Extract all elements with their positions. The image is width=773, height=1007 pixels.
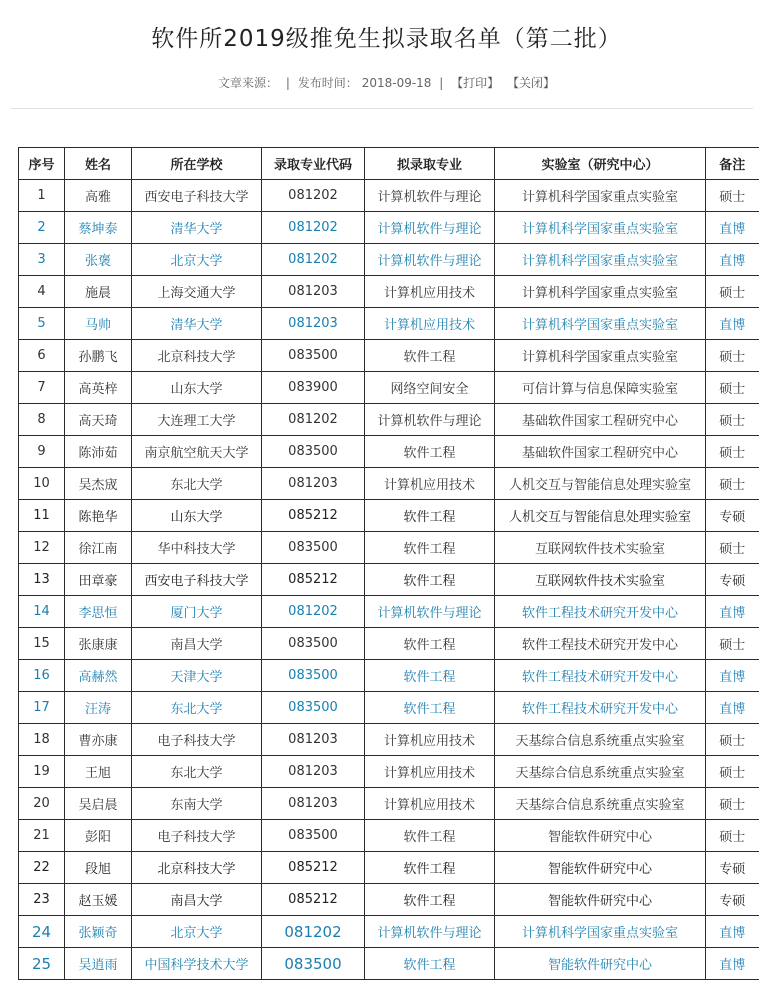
cell-lab: 天基综合信息系统重点实验室	[495, 756, 706, 788]
cell-major: 计算机软件与理论	[365, 916, 495, 948]
cell-major: 计算机软件与理论	[365, 180, 495, 212]
cell-note: 直博	[706, 212, 759, 244]
table-row	[19, 948, 759, 980]
table-row	[19, 468, 759, 500]
cell-name: 高天琦	[65, 404, 132, 436]
cell-note: 硕士	[706, 468, 759, 500]
cell-note: 硕士	[706, 788, 759, 820]
cell-major-code: 081202	[262, 212, 365, 244]
cell-note: 专硕	[706, 852, 759, 884]
cell-note: 专硕	[706, 500, 759, 532]
cell-lab: 天基综合信息系统重点实验室	[495, 788, 706, 820]
cell-lab: 计算机科学国家重点实验室	[495, 916, 706, 948]
cell-seq: 22	[19, 852, 65, 884]
cell-name: 吴杰宬	[65, 468, 132, 500]
cell-major: 计算机应用技术	[365, 468, 495, 500]
table-row	[19, 436, 759, 468]
cell-school: 南昌大学	[132, 884, 262, 916]
header-seq: 序号	[19, 148, 65, 180]
cell-seq: 17	[19, 692, 65, 724]
cell-note: 直博	[706, 916, 759, 948]
cell-major-code: 081202	[262, 404, 365, 436]
cell-major-code: 083900	[262, 372, 365, 404]
cell-school: 北京科技大学	[132, 852, 262, 884]
publish-date: 2018-09-18	[361, 76, 432, 90]
table-row	[19, 404, 759, 436]
cell-seq: 18	[19, 724, 65, 756]
cell-major: 计算机应用技术	[365, 788, 495, 820]
cell-note: 直博	[706, 596, 759, 628]
cell-school: 清华大学	[132, 308, 262, 340]
cell-seq: 15	[19, 628, 65, 660]
admission-table	[18, 147, 759, 980]
cell-name: 马帅	[65, 308, 132, 340]
cell-major-code: 083500	[262, 628, 365, 660]
cell-major-code: 081203	[262, 788, 365, 820]
cell-major-code: 085212	[262, 564, 365, 596]
cell-seq: 9	[19, 436, 65, 468]
table-row	[19, 724, 759, 756]
cell-seq: 3	[19, 244, 65, 276]
header-school: 所在学校	[132, 148, 262, 180]
cell-major: 软件工程	[365, 532, 495, 564]
cell-seq: 8	[19, 404, 65, 436]
cell-major-code: 081202	[262, 596, 365, 628]
header-lab: 实验室（研究中心）	[495, 148, 706, 180]
cell-lab: 软件工程技术研究开发中心	[495, 692, 706, 724]
cell-major: 软件工程	[365, 628, 495, 660]
cell-name: 蔡坤泰	[65, 212, 132, 244]
cell-school: 东北大学	[132, 692, 262, 724]
cell-note: 硕士	[706, 436, 759, 468]
cell-name: 田章豪	[65, 564, 132, 596]
table-row	[19, 628, 759, 660]
cell-major: 软件工程	[365, 820, 495, 852]
cell-lab: 软件工程技术研究开发中心	[495, 596, 706, 628]
cell-name: 高英梓	[65, 372, 132, 404]
cell-note: 直博	[706, 308, 759, 340]
cell-school: 天津大学	[132, 660, 262, 692]
cell-seq: 23	[19, 884, 65, 916]
cell-major: 软件工程	[365, 884, 495, 916]
cell-name: 吴逍雨	[65, 948, 132, 980]
cell-note: 直博	[706, 692, 759, 724]
cell-lab: 基础软件国家工程研究中心	[495, 436, 706, 468]
cell-note: 硕士	[706, 820, 759, 852]
cell-school: 北京科技大学	[132, 340, 262, 372]
meta-separator: |	[285, 76, 290, 90]
cell-note: 硕士	[706, 756, 759, 788]
cell-school: 中国科学技术大学	[132, 948, 262, 980]
cell-seq: 20	[19, 788, 65, 820]
table-row	[19, 660, 759, 692]
table-row	[19, 852, 759, 884]
cell-school: 山东大学	[132, 372, 262, 404]
table-row	[19, 756, 759, 788]
cell-school: 东北大学	[132, 468, 262, 500]
cell-major: 软件工程	[365, 500, 495, 532]
table-row	[19, 500, 759, 532]
cell-major: 计算机应用技术	[365, 756, 495, 788]
cell-major-code: 081203	[262, 308, 365, 340]
header-major: 拟录取专业	[365, 148, 495, 180]
cell-major-code: 083500	[262, 660, 365, 692]
cell-school: 大连理工大学	[132, 404, 262, 436]
cell-seq: 2	[19, 212, 65, 244]
cell-lab: 智能软件研究中心	[495, 948, 706, 980]
table-row	[19, 916, 759, 948]
cell-major-code: 085212	[262, 852, 365, 884]
cell-lab: 计算机科学国家重点实验室	[495, 340, 706, 372]
table-row	[19, 276, 759, 308]
cell-lab: 计算机科学国家重点实验室	[495, 180, 706, 212]
cell-name: 段旭	[65, 852, 132, 884]
print-link[interactable]: 【打印】	[451, 76, 500, 90]
cell-major-code: 081203	[262, 276, 365, 308]
header-name: 姓名	[65, 148, 132, 180]
cell-lab: 软件工程技术研究开发中心	[495, 628, 706, 660]
table-row	[19, 308, 759, 340]
cell-lab: 计算机科学国家重点实验室	[495, 244, 706, 276]
cell-seq: 14	[19, 596, 65, 628]
cell-seq: 5	[19, 308, 65, 340]
table-row	[19, 372, 759, 404]
cell-school: 电子科技大学	[132, 724, 262, 756]
cell-name: 彭阳	[65, 820, 132, 852]
cell-name: 施晨	[65, 276, 132, 308]
cell-lab: 可信计算与信息保障实验室	[495, 372, 706, 404]
cell-name: 陈沛茹	[65, 436, 132, 468]
table-row	[19, 244, 759, 276]
cell-major-code: 085212	[262, 884, 365, 916]
cell-major-code: 083500	[262, 340, 365, 372]
cell-seq: 10	[19, 468, 65, 500]
cell-seq: 16	[19, 660, 65, 692]
cell-major-code: 081203	[262, 468, 365, 500]
cell-seq: 1	[19, 180, 65, 212]
table-row	[19, 692, 759, 724]
cell-note: 直博	[706, 948, 759, 980]
cell-school: 东南大学	[132, 788, 262, 820]
cell-note: 专硕	[706, 884, 759, 916]
cell-major: 计算机软件与理论	[365, 596, 495, 628]
cell-seq: 24	[19, 916, 65, 948]
table-row	[19, 788, 759, 820]
publish-date-label: 发布时间：	[297, 76, 358, 90]
cell-note: 直博	[706, 660, 759, 692]
cell-school: 上海交通大学	[132, 276, 262, 308]
cell-school: 北京大学	[132, 916, 262, 948]
page-title: 软件所2019级推免生拟录取名单（第二批）	[151, 26, 622, 52]
cell-lab: 智能软件研究中心	[495, 820, 706, 852]
cell-major-code: 081202	[262, 244, 365, 276]
cell-major: 计算机应用技术	[365, 276, 495, 308]
table-row	[19, 180, 759, 212]
cell-school: 西安电子科技大学	[132, 180, 262, 212]
table-body	[19, 180, 759, 980]
cell-major: 软件工程	[365, 692, 495, 724]
cell-major: 计算机应用技术	[365, 308, 495, 340]
cell-note: 硕士	[706, 180, 759, 212]
cell-major: 计算机软件与理论	[365, 212, 495, 244]
cell-major-code: 081202	[262, 180, 365, 212]
cell-major: 计算机软件与理论	[365, 404, 495, 436]
table-row	[19, 820, 759, 852]
cell-school: 西安电子科技大学	[132, 564, 262, 596]
cell-lab: 智能软件研究中心	[495, 852, 706, 884]
cell-name: 王旭	[65, 756, 132, 788]
cell-name: 徐江南	[65, 532, 132, 564]
cell-major-code: 085212	[262, 500, 365, 532]
cell-major-code: 083500	[262, 820, 365, 852]
cell-lab: 互联网软件技术实验室	[495, 564, 706, 596]
cell-seq: 13	[19, 564, 65, 596]
cell-school: 厦门大学	[132, 596, 262, 628]
cell-seq: 4	[19, 276, 65, 308]
cell-note: 硕士	[706, 628, 759, 660]
cell-lab: 计算机科学国家重点实验室	[495, 308, 706, 340]
cell-lab: 软件工程技术研究开发中心	[495, 660, 706, 692]
cell-lab: 计算机科学国家重点实验室	[495, 276, 706, 308]
close-link[interactable]: 【关闭】	[507, 76, 556, 90]
cell-lab: 基础软件国家工程研究中心	[495, 404, 706, 436]
cell-major: 计算机应用技术	[365, 724, 495, 756]
cell-major-code: 083500	[262, 436, 365, 468]
cell-seq: 6	[19, 340, 65, 372]
cell-lab: 人机交互与智能信息处理实验室	[495, 500, 706, 532]
table-header-row	[19, 148, 759, 180]
cell-major: 软件工程	[365, 948, 495, 980]
cell-major: 软件工程	[365, 340, 495, 372]
cell-name: 张褒	[65, 244, 132, 276]
source-label: 文章来源：	[217, 76, 278, 90]
cell-lab: 人机交互与智能信息处理实验室	[495, 468, 706, 500]
cell-school: 南京航空航天大学	[132, 436, 262, 468]
cell-major-code: 081203	[262, 724, 365, 756]
cell-note: 直博	[706, 244, 759, 276]
table-row	[19, 212, 759, 244]
cell-major: 软件工程	[365, 852, 495, 884]
cell-lab: 智能软件研究中心	[495, 884, 706, 916]
cell-major: 网络空间安全	[365, 372, 495, 404]
cell-name: 李思恒	[65, 596, 132, 628]
cell-name: 吴启晨	[65, 788, 132, 820]
cell-name: 高赫然	[65, 660, 132, 692]
cell-major: 软件工程	[365, 660, 495, 692]
cell-school: 华中科技大学	[132, 532, 262, 564]
cell-note: 硕士	[706, 532, 759, 564]
meta-separator: |	[439, 76, 444, 90]
cell-school: 南昌大学	[132, 628, 262, 660]
cell-note: 硕士	[706, 276, 759, 308]
article-meta	[0, 74, 773, 91]
cell-name: 张康康	[65, 628, 132, 660]
cell-seq: 25	[19, 948, 65, 980]
cell-school: 电子科技大学	[132, 820, 262, 852]
cell-name: 张颖奇	[65, 916, 132, 948]
cell-note: 硕士	[706, 340, 759, 372]
header-divider	[10, 108, 753, 109]
cell-major-code: 083500	[262, 692, 365, 724]
cell-lab: 计算机科学国家重点实验室	[495, 212, 706, 244]
table-row	[19, 564, 759, 596]
header-note: 备注	[706, 148, 759, 180]
cell-major-code: 083500	[262, 532, 365, 564]
cell-name: 高雅	[65, 180, 132, 212]
cell-lab: 互联网软件技术实验室	[495, 532, 706, 564]
cell-name: 曹亦康	[65, 724, 132, 756]
table-row	[19, 532, 759, 564]
cell-name: 孙鹏飞	[65, 340, 132, 372]
cell-major-code: 083500	[262, 948, 365, 980]
cell-seq: 21	[19, 820, 65, 852]
cell-seq: 12	[19, 532, 65, 564]
cell-lab: 天基综合信息系统重点实验室	[495, 724, 706, 756]
cell-note: 专硕	[706, 564, 759, 596]
header-major-code: 录取专业代码	[262, 148, 365, 180]
cell-note: 硕士	[706, 404, 759, 436]
cell-note: 硕士	[706, 724, 759, 756]
cell-major: 计算机软件与理论	[365, 244, 495, 276]
cell-major-code: 081202	[262, 916, 365, 948]
table-row	[19, 596, 759, 628]
cell-name: 陈艳华	[65, 500, 132, 532]
cell-school: 东北大学	[132, 756, 262, 788]
cell-seq: 19	[19, 756, 65, 788]
table-row	[19, 884, 759, 916]
cell-name: 汪涛	[65, 692, 132, 724]
cell-seq: 11	[19, 500, 65, 532]
cell-school: 山东大学	[132, 500, 262, 532]
cell-school: 北京大学	[132, 244, 262, 276]
cell-seq: 7	[19, 372, 65, 404]
cell-note: 硕士	[706, 372, 759, 404]
cell-major-code: 081203	[262, 756, 365, 788]
cell-major: 软件工程	[365, 564, 495, 596]
cell-name: 赵玉媛	[65, 884, 132, 916]
cell-major: 软件工程	[365, 436, 495, 468]
table-row	[19, 340, 759, 372]
cell-school: 清华大学	[132, 212, 262, 244]
